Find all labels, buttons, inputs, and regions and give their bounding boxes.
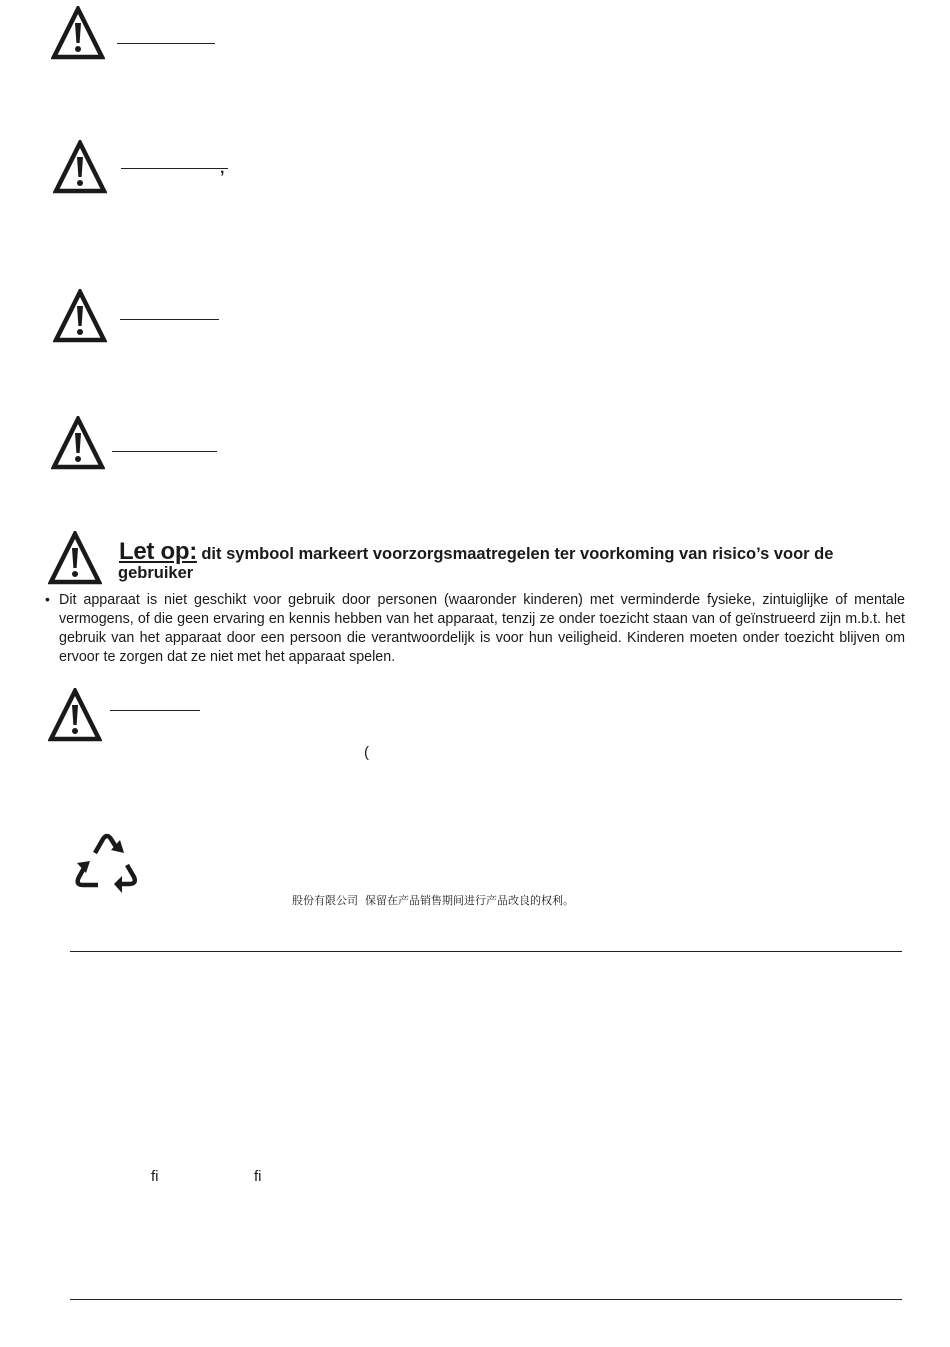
let-op-body: Dit apparaat is niet geschikt voor gebruik door personen (waaronder kinderen) met verminderde fysieke, zintuiglijke of mentale vermogens, of die geen ervaring en kennis hebben van het apparaat, tenzij ze onder toezicht staan van of geïnstrueerd zijn m.b.t. het gebruik van het apparaat door een persoon die verantwoordelijk is voor hun veiligheid. Kinderen moeten onder toezicht blijven om ervoor te zorgen dat ze niet met het apparaat spelen. — [59, 592, 905, 665]
divider-top — [70, 951, 902, 952]
chinese-note: 股份有限公司 保留在产品销售期间进行产品改良的权利。 — [292, 894, 574, 907]
warning-heading-underline — [121, 168, 228, 169]
warning-heading-underline — [120, 319, 219, 320]
divider-bottom — [70, 1299, 902, 1300]
warning-triangle-icon — [51, 6, 105, 60]
comma-mark: , — [220, 160, 225, 177]
recycle-icon — [72, 831, 142, 899]
warning-heading-underline — [110, 710, 200, 711]
let-op-title: Let op: — [119, 538, 197, 565]
paren-mark: ( — [364, 744, 369, 761]
warning-triangle-icon — [53, 140, 107, 194]
warning-heading-underline — [117, 43, 215, 44]
warning-triangle-icon — [48, 531, 102, 585]
warning-heading-underline — [112, 451, 217, 452]
let-op-subtitle-cont: gebruiker — [118, 564, 194, 582]
warning-triangle-icon — [48, 688, 102, 742]
warning-triangle-icon — [53, 289, 107, 343]
let-op-subtitle: dit symbool markeert voorzorgsmaatregelen ter voorkoming van risico’s voor de — [201, 545, 834, 563]
ligature-fi-2: fi — [254, 1168, 262, 1185]
ligature-fi-1: fi — [151, 1168, 159, 1185]
let-op-heading — [119, 538, 833, 566]
bullet: • — [45, 591, 50, 607]
warning-triangle-icon — [51, 416, 105, 470]
